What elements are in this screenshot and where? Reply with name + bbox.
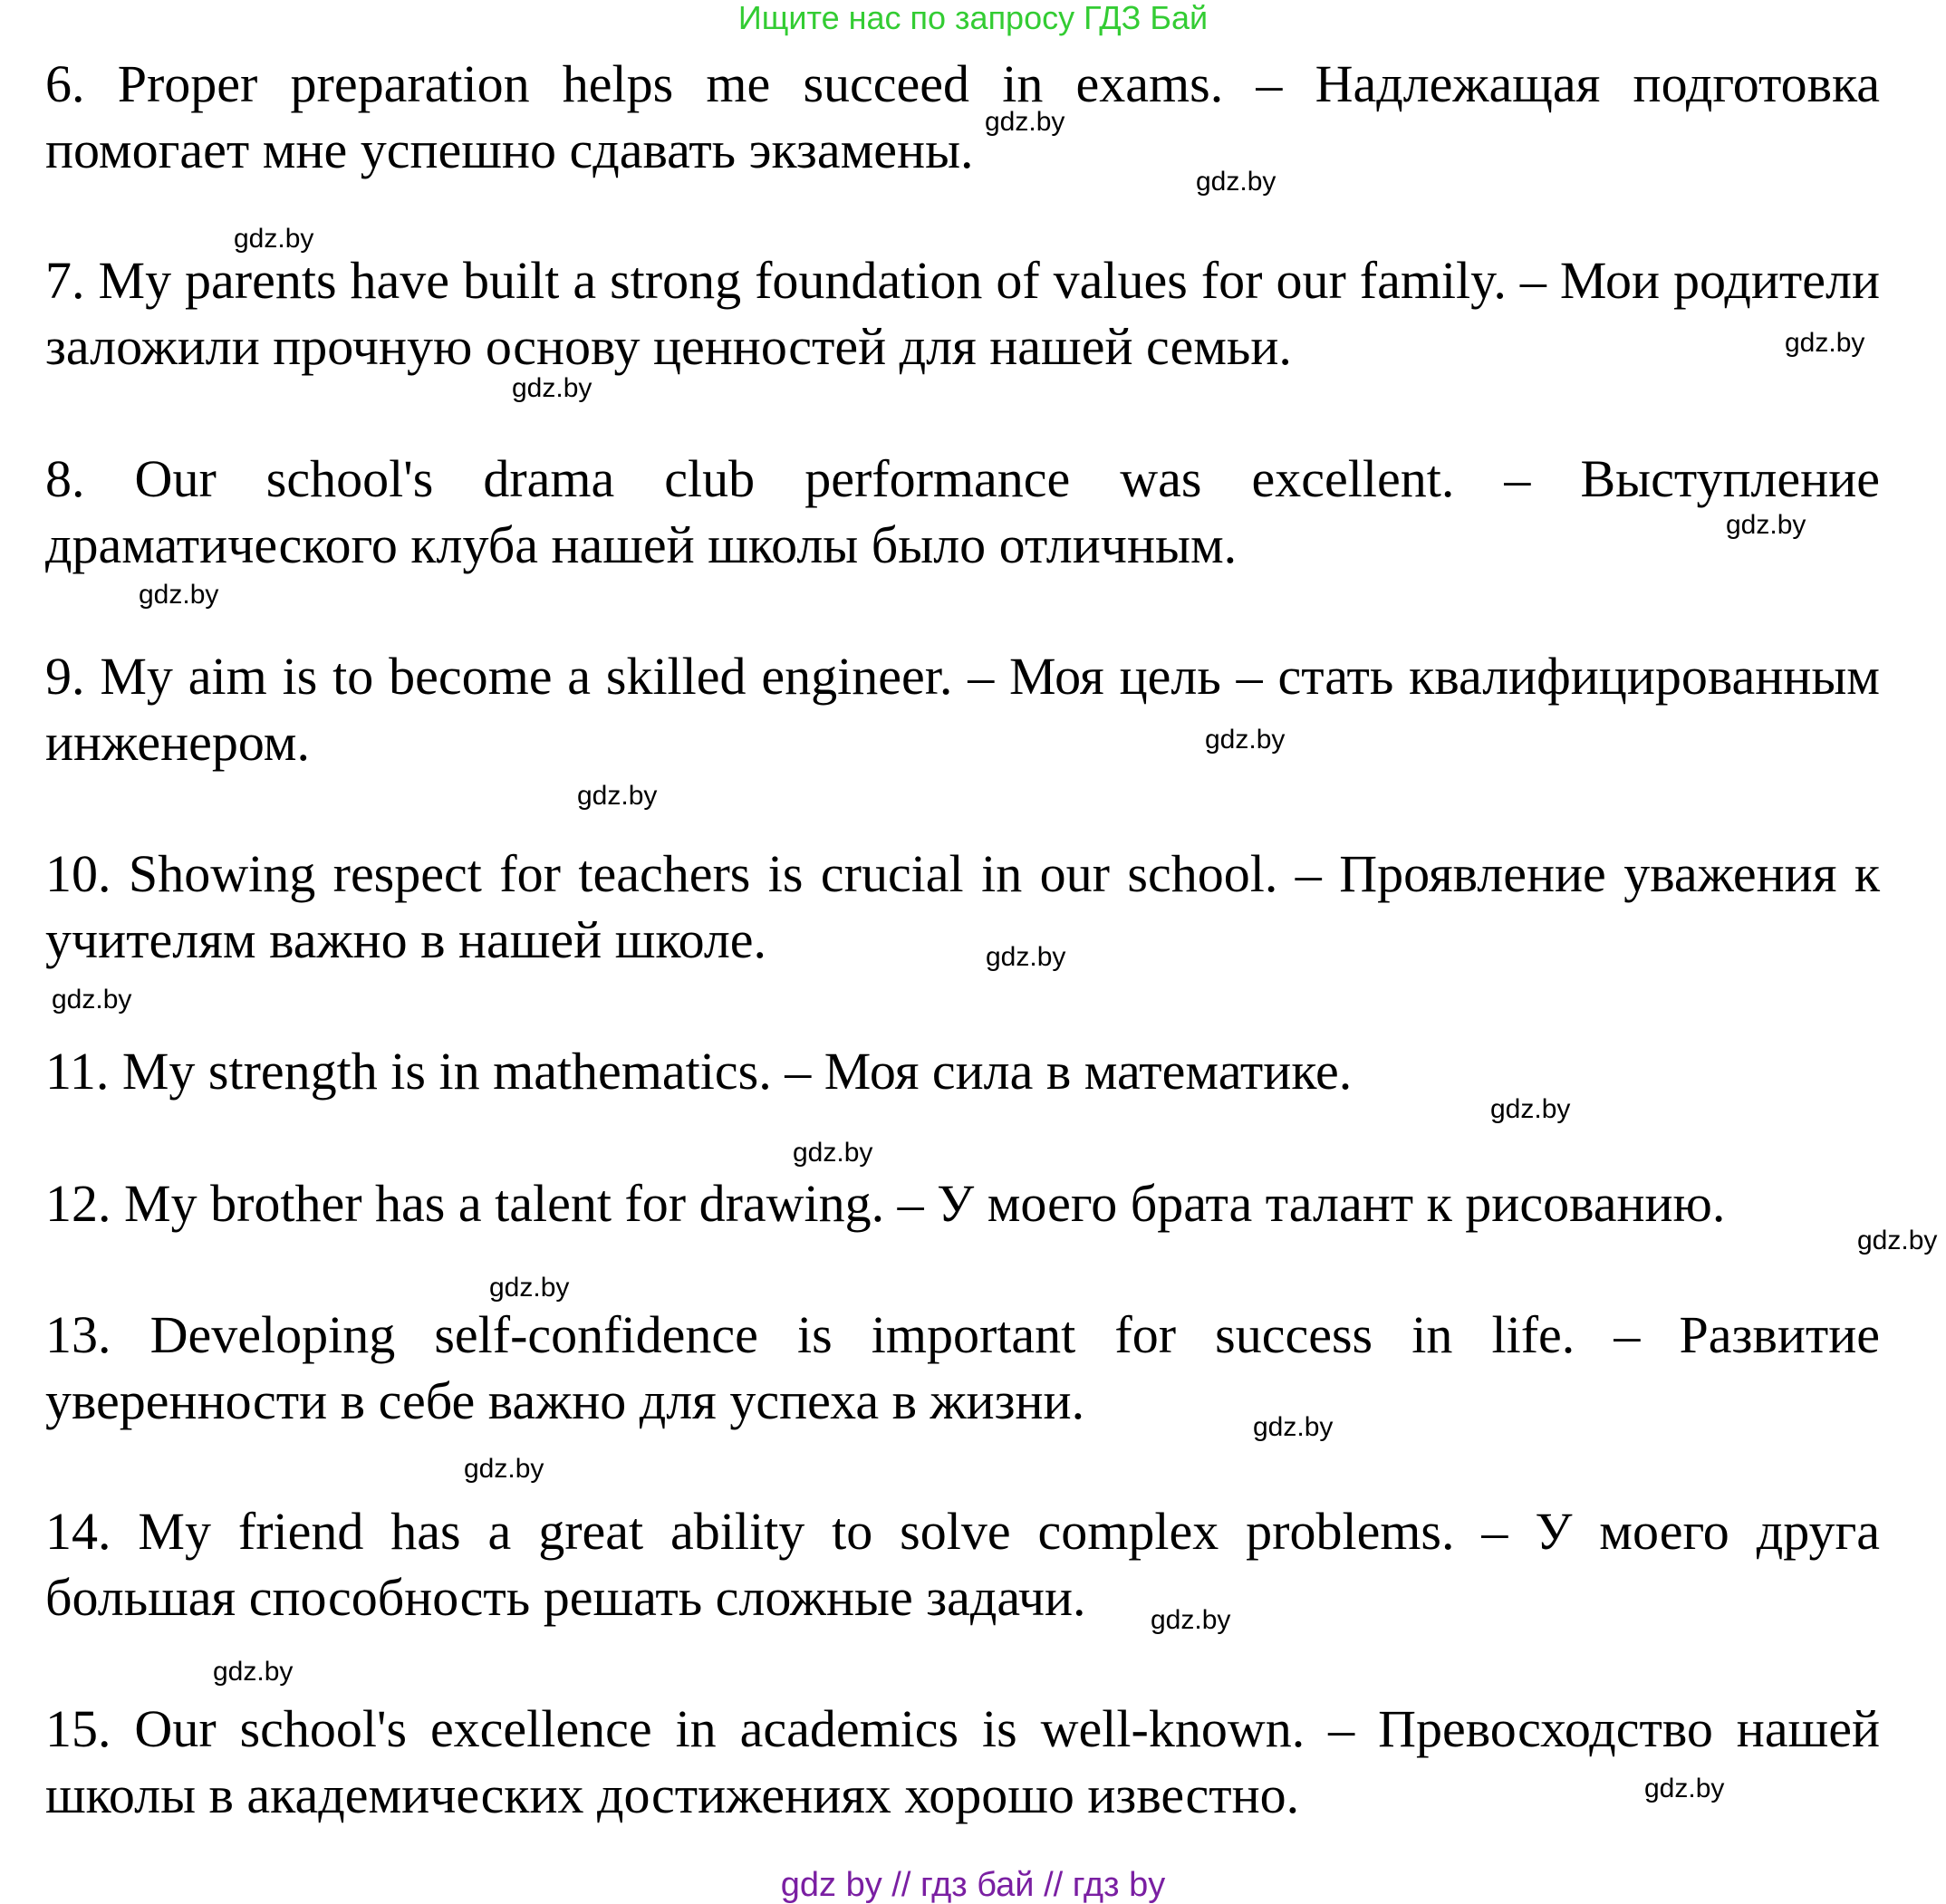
watermark-text: gdz.by (1726, 510, 1806, 540)
footer-links-text: gdz by // гдз бай // гдз by (780, 1866, 1166, 1904)
search-hint-banner: Ищите нас по запросу ГДЗ Бай (737, 0, 1209, 36)
sentence-item-9: 9. My aim is to become a skilled engineer. – Моя цель – стать квалифицированным инженером. (45, 647, 1880, 772)
watermark-text: gdz.by (139, 580, 219, 610)
watermark-text: gdz.by (986, 942, 1066, 972)
watermark-text: gdz.by (489, 1273, 570, 1303)
watermark-text: gdz.by (52, 985, 132, 1015)
sentence-item-12: 12. My brother has a talent for drawing. – У моего брата талант к рисованию. (45, 1174, 1726, 1233)
sentence-item-8: 8. Our school's drama club performance was excellent. – Выступление драматического клуба нашей школы было отличным. (45, 449, 1880, 574)
watermark-text: gdz.by (464, 1454, 544, 1484)
sentence-item-15: 15. Our school's excellence in academics is well-known. – Превосходство нашей школы в академических достижениях хорошо известно. (45, 1699, 1880, 1824)
watermark-text: gdz.by (1196, 167, 1276, 197)
watermark-text: gdz.by (234, 224, 314, 254)
sentence-item-10: 10. Showing respect for teachers is crucial in our school. – Проявление уважения к учителям важно в нашей школе. (45, 844, 1880, 969)
watermark-text: gdz.by (1205, 725, 1286, 755)
watermark-text: gdz.by (213, 1657, 294, 1687)
watermark-text: gdz.by (793, 1138, 873, 1168)
watermark-text: gdz.by (1644, 1774, 1725, 1803)
watermark-text: gdz.by (1151, 1605, 1231, 1635)
watermark-text: gdz.by (985, 107, 1065, 137)
watermark-text: gdz.by (1253, 1412, 1334, 1442)
watermark-text: gdz.by (1490, 1094, 1571, 1124)
sentence-item-11: 11. My strength is in mathematics. – Моя сила в математике. (45, 1042, 1353, 1101)
sentence-item-6: 6. Proper preparation helps me succeed in exams. – Надлежащая подготовка помогает мне успешно сдавать экзамены. (45, 54, 1880, 179)
watermark-text: gdz.by (512, 373, 592, 403)
sentence-item-14: 14. My friend has a great ability to solve complex problems. – У моего друга большая способность решать сложные задачи. (45, 1502, 1880, 1627)
watermark-text: gdz.by (1785, 328, 1865, 358)
sentence-item-13: 13. Developing self-confidence is important for success in life. – Развитие уверенности в себе важно для успеха в жизни. (45, 1305, 1880, 1430)
watermark-text: gdz.by (1857, 1226, 1938, 1255)
sentence-item-7: 7. My parents have built a strong foundation of values for our family. – Мои родители заложили прочную основу ценностей для нашей семьи. (45, 251, 1880, 376)
watermark-text: gdz.by (577, 781, 658, 811)
